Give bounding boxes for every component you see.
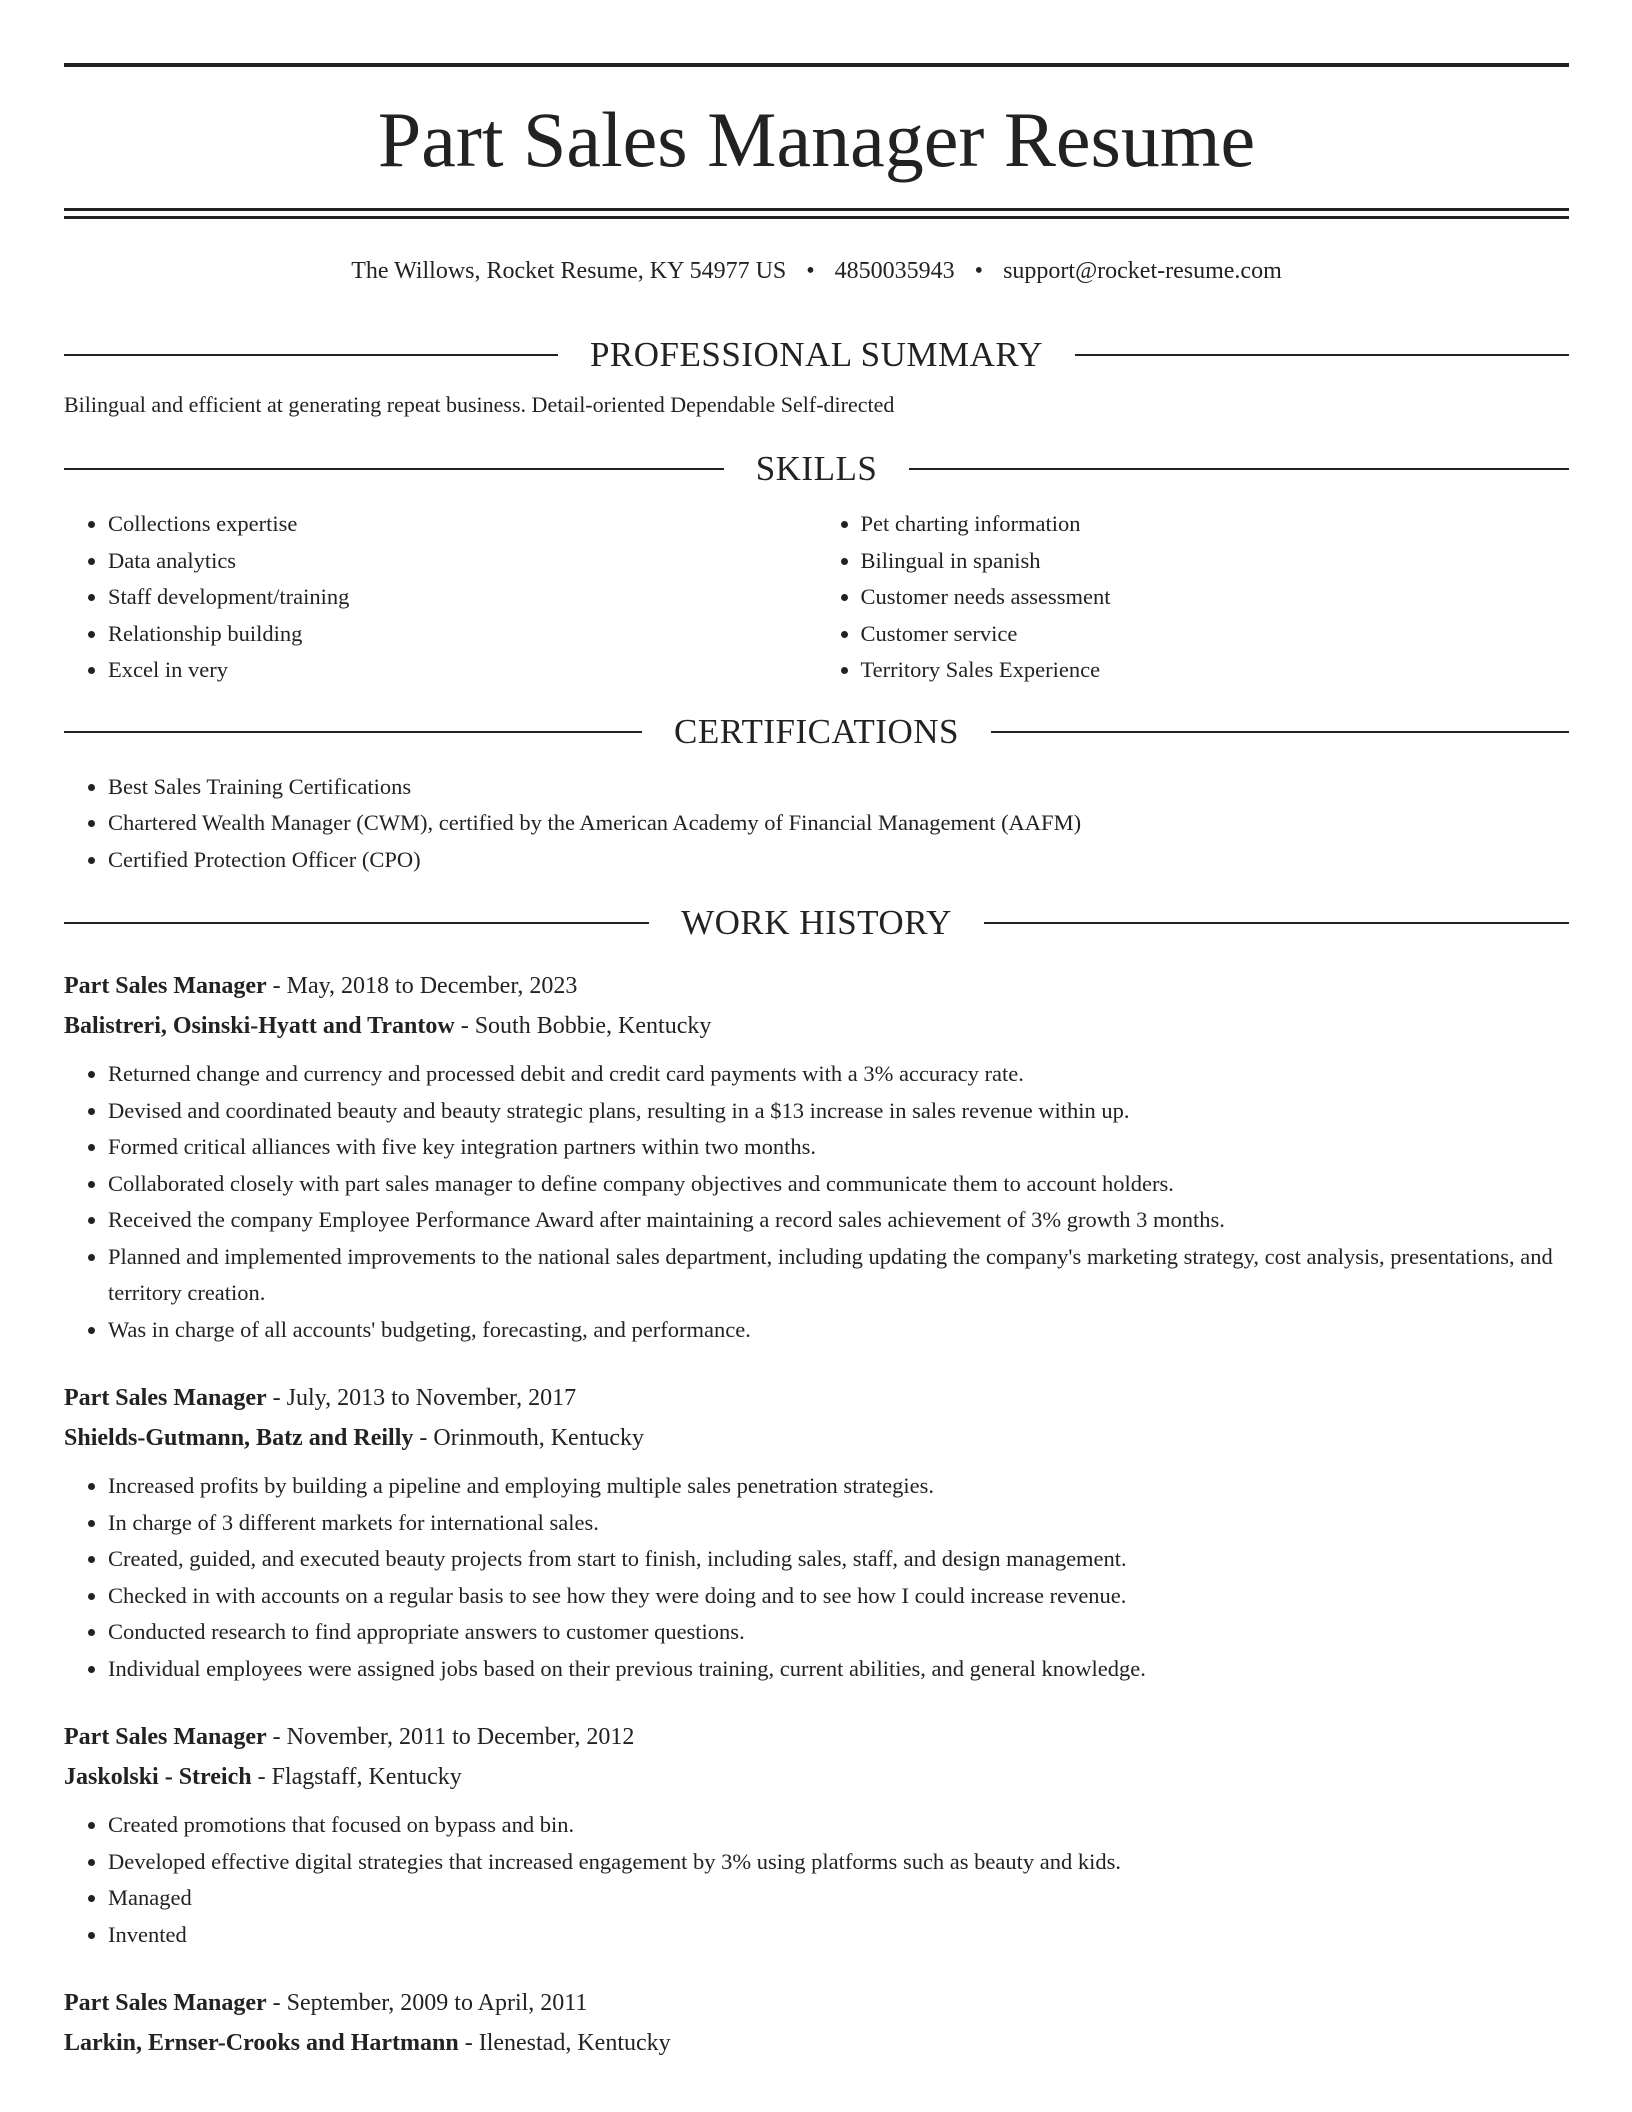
- skills-columns: [64, 506, 1569, 689]
- job-dates: - September, 2009 to April, 2011: [266, 1990, 588, 2016]
- heading-rule: [1075, 354, 1569, 356]
- summary-text: Bilingual and efficient at generating repeat business. Detail-oriented Dependable Self-directed: [64, 392, 895, 417]
- job-entry: [64, 1378, 1569, 1687]
- job-bullet: • Individual employees were assigned jobs based on their previous training, current abilities, and general knowledge.: [108, 1651, 1569, 1688]
- work-history-list: [64, 966, 1569, 2063]
- skills-list-right: [817, 506, 1570, 689]
- skill-item: • Data analytics: [108, 543, 817, 580]
- skills-heading-label: SKILLS: [755, 449, 878, 488]
- skills-heading: [64, 444, 1569, 494]
- resume-content: [64, 330, 1569, 2063]
- contact-address: The Willows, Rocket Resume, KY 54977 US: [351, 258, 787, 284]
- job-company: Jaskolski - Streich: [64, 1764, 252, 1790]
- job-location: - Ilenestad, Kentucky: [458, 2030, 671, 2056]
- contact-separator: •: [806, 258, 815, 284]
- heading-rule: [909, 468, 1569, 470]
- job-bullet: • Created promotions that focused on bypass and bin.: [108, 1807, 1569, 1844]
- job-bullet: • Devised and coordinated beauty and beauty strategic plans, resulting in a $13 increase in sales revenue within up.: [108, 1093, 1569, 1130]
- job-title: Part Sales Manager: [64, 1385, 267, 1411]
- job-bullet: • Created, guided, and executed beauty projects from start to finish, including sales, staff, and design management.: [108, 1541, 1569, 1578]
- job-title: Part Sales Manager: [64, 1724, 267, 1750]
- job-dates: - July, 2013 to November, 2017: [266, 1385, 577, 1411]
- heading-rule: [991, 731, 1569, 733]
- title-rule-lower: [64, 216, 1569, 219]
- title-rule-upper: [64, 208, 1569, 211]
- skill-item: • Collections expertise: [108, 506, 817, 543]
- job-bullet: • Returned change and currency and processed debit and credit card payments with a 3% accuracy rate.: [108, 1056, 1569, 1093]
- skill-item: • Staff development/training: [108, 579, 817, 616]
- job-bullets: [64, 1056, 1569, 1348]
- job-title: Part Sales Manager: [64, 973, 267, 999]
- work-heading: [64, 898, 1569, 948]
- job-bullet: • Developed effective digital strategies that increased engagement by 3% using platforms such as beauty and kids.: [108, 1844, 1569, 1881]
- skill-item: • Excel in very: [108, 652, 817, 689]
- summary-heading-label: PROFESSIONAL SUMMARY: [589, 335, 1044, 374]
- job-entry: [64, 1983, 1569, 2063]
- skill-item: • Customer service: [861, 616, 1570, 653]
- top-rule: [64, 63, 1569, 67]
- job-entry: [64, 966, 1569, 1348]
- job-company: Balistreri, Osinski-Hyatt and Trantow: [64, 1013, 455, 1039]
- job-bullet: • Invented: [108, 1917, 1569, 1954]
- job-title: Part Sales Manager: [64, 1990, 267, 2016]
- job-company: Larkin, Ernser-Crooks and Hartmann: [64, 2030, 459, 2056]
- job-dates: - May, 2018 to December, 2023: [266, 973, 578, 999]
- heading-rule: [984, 922, 1569, 924]
- skill-item: • Customer needs assessment: [861, 579, 1570, 616]
- heading-rule: [64, 468, 724, 470]
- contact-email: support@rocket-resume.com: [1003, 258, 1282, 284]
- job-bullet: • Increased profits by building a pipeline and employing multiple sales penetration strategies.: [108, 1468, 1569, 1505]
- job-bullet: • Collaborated closely with part sales manager to define company objectives and communicate them to account holders.: [108, 1166, 1569, 1203]
- summary-heading: [64, 330, 1569, 380]
- certifications-heading: [64, 707, 1569, 757]
- skills-list-left: [64, 506, 817, 689]
- job-bullets: [64, 1807, 1569, 1953]
- skill-item: • Bilingual in spanish: [861, 543, 1570, 580]
- resume-title: Part Sales Manager Resume: [377, 96, 1256, 183]
- job-bullet: • Managed: [108, 1880, 1569, 1917]
- job-bullet: • In charge of 3 different markets for international sales.: [108, 1505, 1569, 1542]
- job-bullet: • Planned and implemented improvements to the national sales department, including updating the company's marketing strategy, cost analysis, presentations, and territory creation.: [108, 1239, 1569, 1312]
- job-bullets: [64, 1468, 1569, 1687]
- job-company-line: [64, 2023, 1569, 2063]
- job-bullet: • Was in charge of all accounts' budgeting, forecasting, and performance.: [108, 1312, 1569, 1349]
- certification-item: • Certified Protection Officer (CPO): [108, 842, 1569, 879]
- skill-item: • Pet charting information: [861, 506, 1570, 543]
- job-bullet: • Received the company Employee Performance Award after maintaining a record sales achievement of 3% growth 3 months.: [108, 1202, 1569, 1239]
- job-company: Shields-Gutmann, Batz and Reilly: [64, 1425, 414, 1451]
- skill-item: • Territory Sales Experience: [861, 652, 1570, 689]
- skill-item: • Relationship building: [108, 616, 817, 653]
- heading-rule: [64, 731, 642, 733]
- heading-rule: [64, 922, 649, 924]
- job-location: - Flagstaff, Kentucky: [251, 1764, 462, 1790]
- job-title-line: [64, 1717, 1569, 1757]
- job-entry: [64, 1717, 1569, 1953]
- job-title-line: [64, 1983, 1569, 2023]
- job-location: - South Bobbie, Kentucky: [454, 1013, 712, 1039]
- contact-separator: •: [974, 258, 984, 284]
- job-company-line: [64, 1418, 1569, 1458]
- job-location: - Orinmouth, Kentucky: [413, 1425, 645, 1451]
- job-title-line: [64, 1378, 1569, 1418]
- work-heading-label: WORK HISTORY: [681, 903, 952, 942]
- certifications-list: [64, 769, 1569, 879]
- job-dates: - November, 2011 to December, 2012: [266, 1724, 635, 1750]
- heading-rule: [64, 354, 558, 356]
- job-bullet: • Conducted research to find appropriate answers to customer questions.: [108, 1614, 1569, 1651]
- job-bullet: • Checked in with accounts on a regular basis to see how they were doing and to see how I could increase revenue.: [108, 1578, 1569, 1615]
- job-company-line: [64, 1757, 1569, 1797]
- contact-phone: 4850035943: [834, 258, 955, 284]
- job-bullet: • Formed critical alliances with five key integration partners within two months.: [108, 1129, 1569, 1166]
- job-company-line: [64, 1006, 1569, 1046]
- job-title-line: [64, 966, 1569, 1006]
- certification-item: • Chartered Wealth Manager (CWM), certified by the American Academy of Financial Management (AAFM): [108, 805, 1569, 842]
- contact-line: [64, 254, 1569, 288]
- certifications-heading-label: CERTIFICATIONS: [674, 711, 959, 751]
- certification-item: • Best Sales Training Certifications: [108, 769, 1569, 806]
